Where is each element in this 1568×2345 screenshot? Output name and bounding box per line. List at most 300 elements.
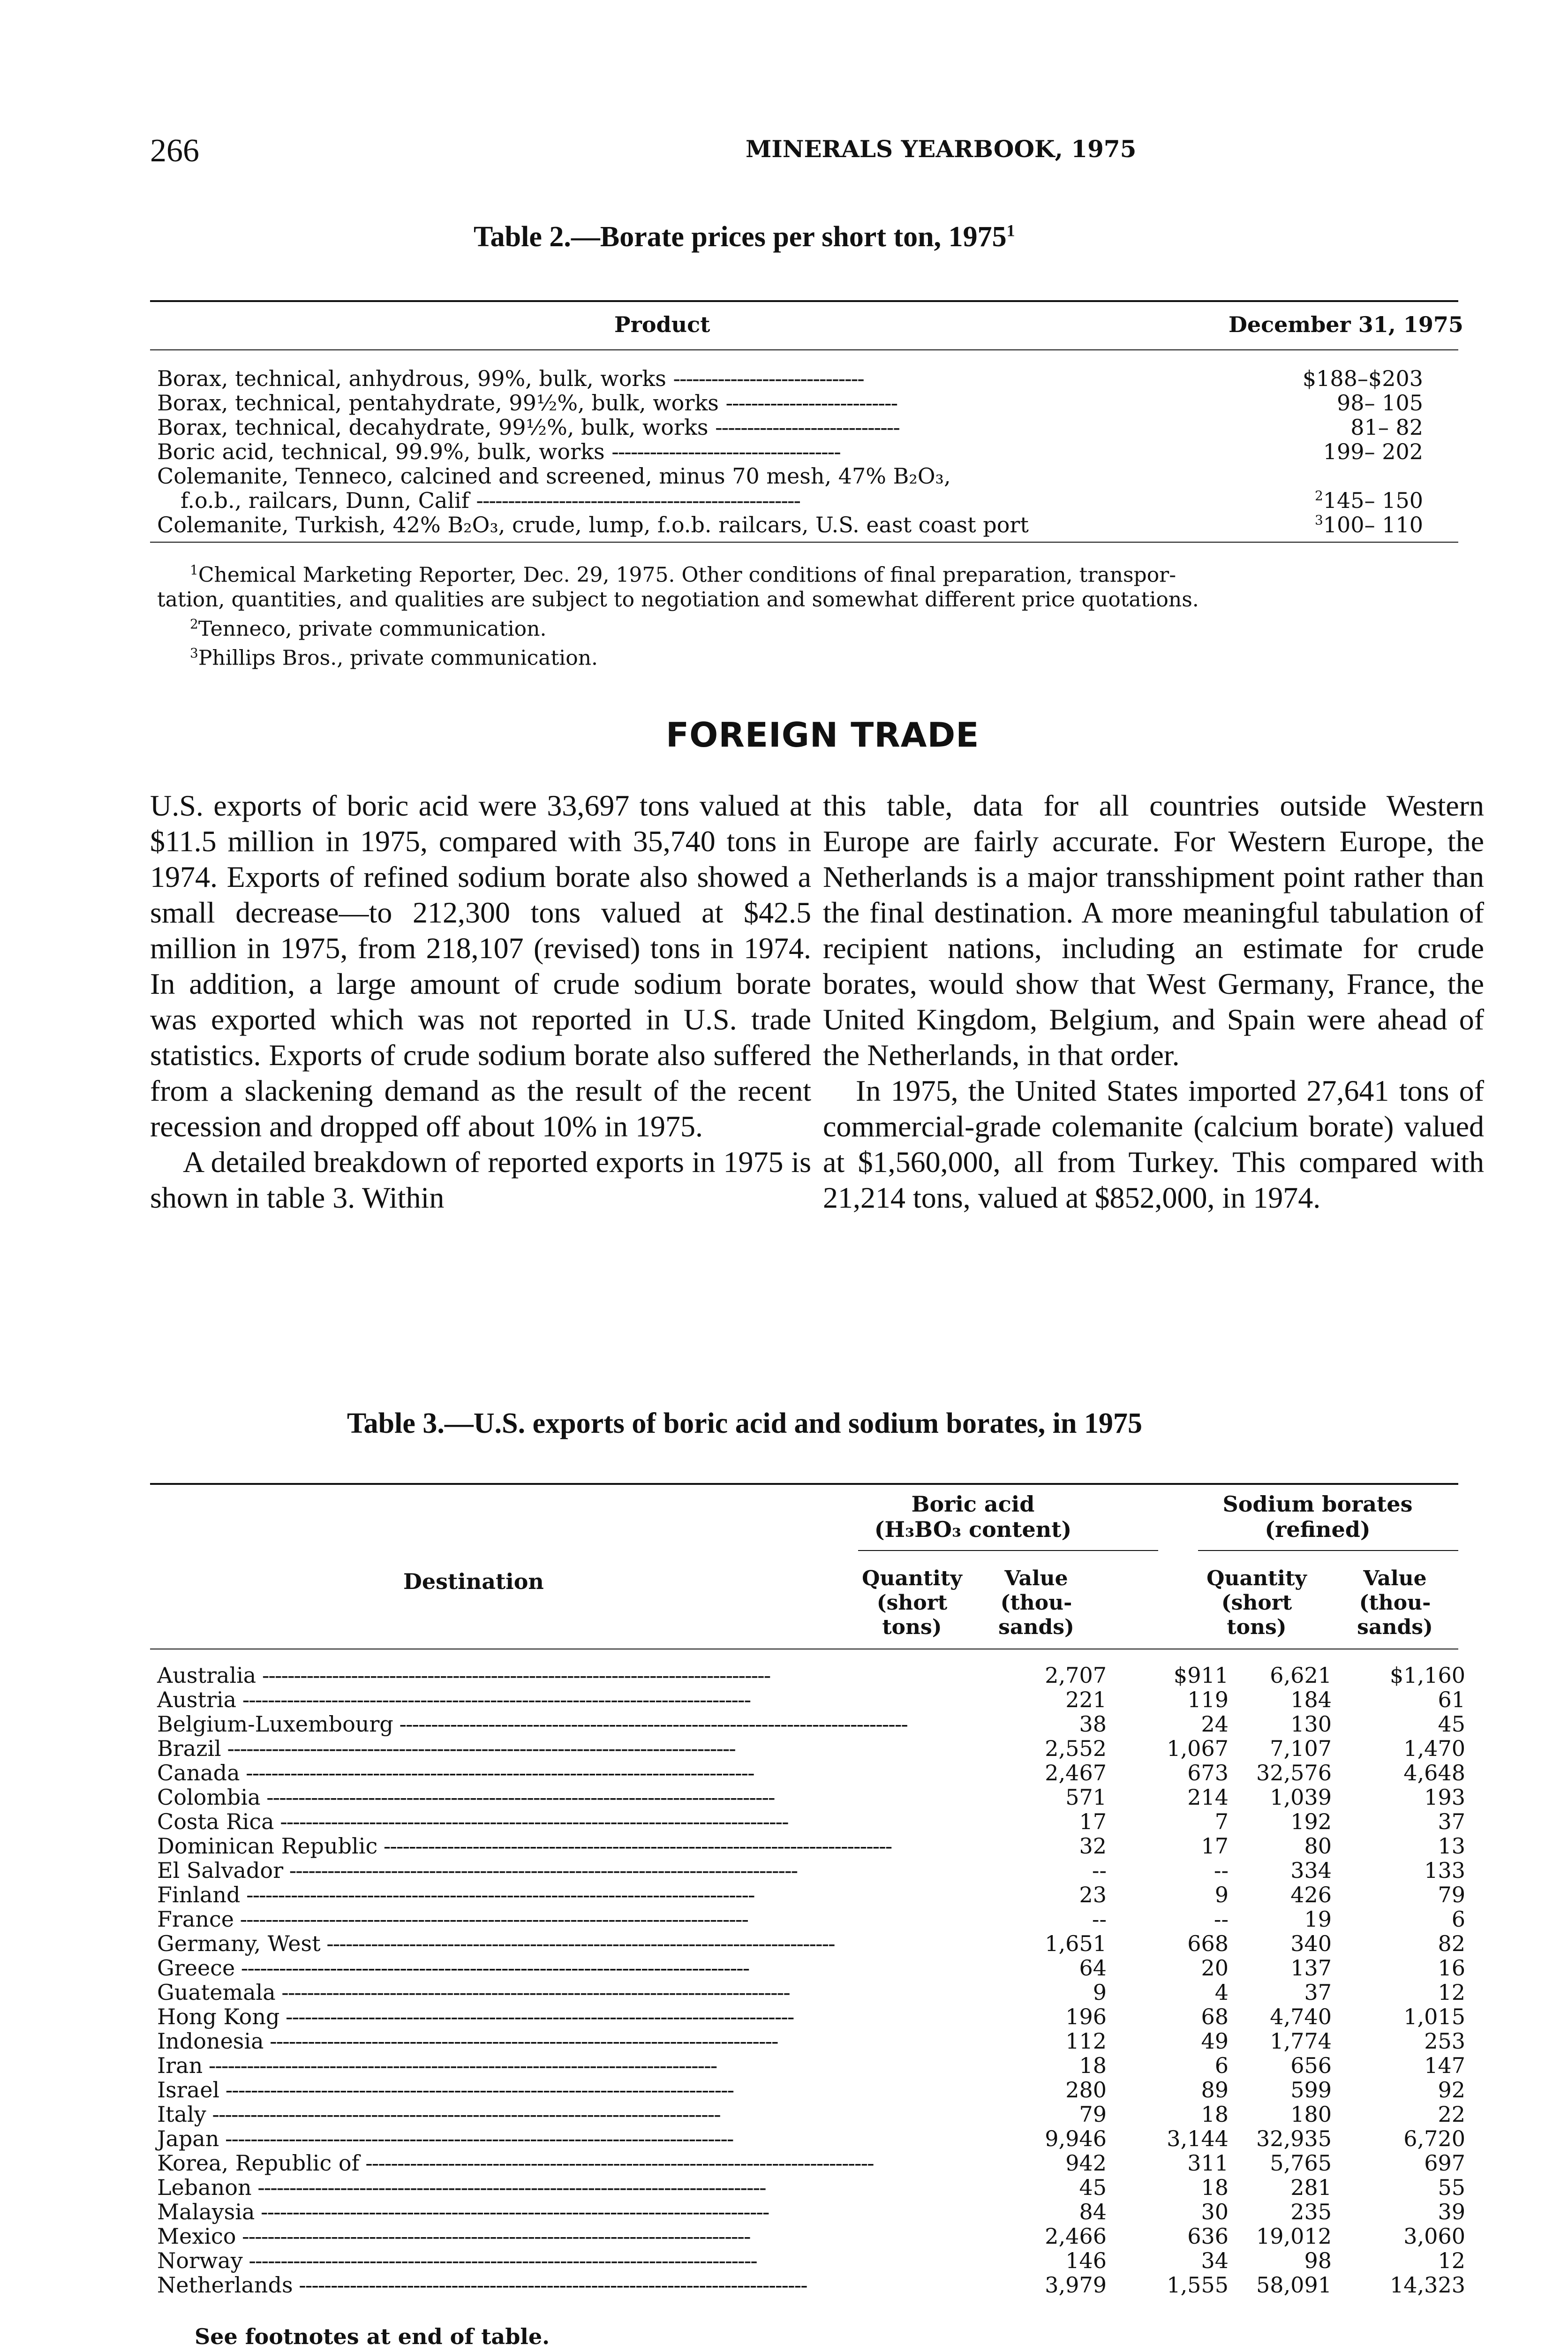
boric-value: 1,067 [1167,1736,1229,1761]
table-row [157,2224,1465,2248]
sodium-value: 37 [1438,1809,1465,1834]
destination-text: Iran [157,2053,203,2078]
leader-dots: -------------------------------------------------------------------------------- [242,2248,757,2273]
product-name [157,463,951,489]
leader-dots: -------------------------------------------------------------------------------- [256,1663,770,1688]
boric-quantity: 9,946 [1045,2126,1107,2151]
sodium-value: 6 [1451,1906,1465,1932]
boric-quantity: 146 [1065,2248,1107,2273]
boric-quantity: 280 [1065,2077,1107,2103]
table-row [157,2077,1465,2102]
table-row [157,1687,1465,1711]
leader-dots: -------------------------------------------------------------------------------- [219,2126,733,2151]
table2-top-rule [150,300,1458,302]
destination [157,1663,804,1688]
sodium-value: 133 [1424,1858,1465,1883]
subhead-line: tons) [1227,1615,1287,1639]
sodium-quantity: 599 [1290,2077,1332,2103]
table2-col-date: December 31, 1975 [1229,312,1463,337]
boric-quantity: 18 [1079,2053,1107,2078]
table3-group-sodium-borates [1205,1491,1430,1542]
price-text: 98– 105 [1337,390,1423,416]
table-row [157,1833,1465,1858]
product-text: f.o.b., railcars, Dunn, Calif [181,488,469,513]
product-name: Borax, technical, decahydrate, 99½%, bulk, works ----------------------------- [157,415,899,440]
boric-value: 214 [1187,1785,1229,1810]
destination [157,2028,804,2054]
boric-value: 89 [1201,2077,1229,2103]
table-row [157,1955,1465,1980]
boric-quantity: 196 [1065,2004,1107,2029]
sodium-value: 6,720 [1403,2126,1465,2151]
table3-footnote: See footnotes at end of table. [195,2324,550,2345]
price [1315,488,1423,513]
sodium-quantity: 5,765 [1270,2150,1332,2176]
boric-value: 18 [1201,2102,1229,2127]
page-header [150,132,1454,174]
boric-quantity: 942 [1065,2150,1107,2176]
leader-dots: -------------------------------------------------------------------------------- [279,2004,794,2029]
destination [157,2224,804,2249]
destination [157,1882,804,1907]
table-row [157,1858,1465,1882]
destination-text: Israel [157,2077,220,2103]
product-name: Boric acid, technical, 99.9%, bulk, works ------------------------------------ [157,439,840,464]
product-text: Borax, technical, anhydrous, 99%, bulk, works [157,366,666,391]
sodium-quantity: 340 [1290,1931,1332,1956]
boric-value: 34 [1201,2248,1229,2273]
boric-quantity: -- [1092,1858,1107,1883]
sodium-quantity: 334 [1290,1858,1332,1883]
destination-text: Hong Kong [157,2004,280,2029]
price [1315,512,1423,537]
destination-text: Guatemala [157,1980,276,2005]
destination [157,1736,804,1761]
boric-quantity: 23 [1079,1882,1107,1907]
destination-text: Costa Rica [157,1809,274,1834]
section-heading: FOREIGN TRADE [666,715,980,755]
page-number: 266 [150,133,199,169]
leader-dots: -------------------------------------------------------------------------------- [221,1736,735,1761]
boric-value: 636 [1187,2224,1229,2249]
leader-dots: -------------------------------------------------------------------------------- [240,1882,754,1907]
table2-bottom-rule [150,542,1458,543]
sodium-value: 697 [1424,2150,1465,2176]
destination [157,1785,804,1810]
sodium-value: 16 [1438,1955,1465,1981]
boric-value: -- [1214,1858,1229,1883]
boric-value: 17 [1201,1833,1229,1859]
table-row [157,512,1423,537]
leader-dots: -------------------------------------------------------------------------------- [264,2028,778,2054]
sodium-quantity: 80 [1304,1833,1332,1859]
boric-value: 20 [1201,1955,1229,1981]
destination [157,1809,804,1834]
table3-group-rule-sodium [1198,1550,1458,1551]
table2-body [157,366,1423,537]
subhead-line: Value [1363,1566,1427,1590]
table-row [157,1931,1465,1955]
destination-text: Brazil [157,1736,221,1761]
table2-col-product: Product [614,312,710,337]
destination-text: Japan [157,2126,219,2151]
boric-quantity: 112 [1065,2028,1107,2054]
destination-text: Netherlands [157,2272,293,2298]
table3-col-boric-value [980,1566,1093,1640]
footnote-mark: 2 [190,616,198,632]
destination [157,2272,807,2298]
leader-dots: -------------------------------------------------------------------------------- [283,1858,798,1883]
sodium-quantity: 1,039 [1270,1785,1332,1810]
sodium-quantity: 184 [1290,1687,1332,1712]
destination-text: Malaysia [157,2199,255,2224]
leader-dots: -------------------------------------------------------------------------------- [219,2077,734,2103]
boric-quantity: 221 [1065,1687,1107,1712]
subhead-line: sands) [998,1615,1074,1639]
sodium-value: 45 [1438,1711,1465,1737]
destination [157,2102,804,2127]
sodium-value: 55 [1438,2175,1465,2200]
table-row [157,2248,1465,2272]
destination-text: Mexico [157,2224,236,2249]
sodium-quantity: 32,935 [1256,2126,1332,2151]
sodium-quantity: 137 [1290,1955,1332,1981]
destination [157,2126,804,2151]
leader-dots: -------------------------------------------------------------------------------- [293,2272,807,2298]
destination [157,1858,804,1883]
boric-value: 24 [1201,1711,1229,1737]
paragraph: this table, data for all countries outside Western Europe are fairly accurate. For Western Europe, the Netherlands is a major transshipment point rather than the final destination. A more meaningful tabulation of recipient nations, including an estimate for crude borates, would show that West Germany, France, the United Kingdom, Belgium, and Spain were ahead of the Netherlands, in that order. [823,789,1484,1072]
sodium-value: 14,323 [1390,2272,1465,2298]
sodium-value: 82 [1438,1931,1465,1956]
price [1350,415,1423,440]
boric-quantity: 45 [1079,2175,1107,2200]
body-column-left [150,788,811,1216]
table-row [157,1711,1465,1736]
sodium-value: 193 [1424,1785,1465,1810]
destination-text: Italy [157,2102,206,2127]
table-row [157,1736,1465,1760]
destination-text: Colombia [157,1785,261,1810]
sodium-quantity: 426 [1290,1882,1332,1907]
table-row [157,1760,1465,1785]
boric-quantity: 2,466 [1045,2224,1107,2249]
subhead-line: tons) [882,1615,942,1639]
destination [157,2150,874,2176]
destination [157,1980,804,2005]
sodium-quantity: 6,621 [1270,1663,1332,1688]
leader-dots: -------------------------------------------------------------------------------- [251,2175,766,2200]
table-row [157,1663,1465,1687]
leader-dots: -------------------------------------------------------------------------------- [260,1785,775,1810]
footnote-text: Tenneco, private communication. [198,617,547,641]
boric-value: 49 [1201,2028,1229,2054]
table3-group-boric-acid [863,1491,1083,1542]
destination-text: Canada [157,1760,240,1785]
sodium-quantity: 32,576 [1256,1760,1332,1785]
product-name: Borax, technical, anhydrous, 99%, bulk, works ------------------------------ [157,366,864,391]
product-text: Borax, technical, decahydrate, 99½%, bulk, works [157,415,709,440]
product-text: Boric acid, technical, 99.9%, bulk, works [157,439,605,464]
table-row [157,1785,1465,1809]
boric-quantity: -- [1092,1906,1107,1932]
destination-text: Lebanon [157,2175,252,2200]
footnote [157,641,1461,671]
table3-body [157,1663,1465,2297]
table-row [157,390,1423,415]
table2-title-note: 1 [1006,221,1015,240]
sodium-quantity: 98 [1304,2248,1332,2273]
destination-text: Belgium-Luxembourg [157,1711,393,1737]
price [1303,366,1423,391]
boric-quantity: 38 [1079,1711,1107,1737]
footnote-text: Phillips Bros., private communication. [198,646,598,670]
destination-text: Finland [157,1882,241,1907]
sodium-quantity: 37 [1304,1980,1332,2005]
product-text: Colemanite, Turkish, 42% B₂O₃, crude, lump, f.o.b. railcars, U.S. east coast port [157,512,1029,537]
boric-quantity: 9 [1093,1980,1107,2005]
destination-text: Dominican Republic [157,1833,378,1859]
price [1323,439,1423,464]
sodium-quantity: 4,740 [1270,2004,1332,2029]
sodium-quantity: 656 [1290,2053,1332,2078]
product-text: Colemanite, Tenneco, calcined and screened, minus 70 mesh, 47% B₂O₃, [157,463,951,489]
running-head: MINERALS YEARBOOK, 1975 [746,135,1137,163]
price-text: 100– 110 [1323,512,1423,537]
boric-value: 7 [1214,1809,1229,1834]
boric-quantity: 79 [1079,2102,1107,2127]
sodium-value: 1,015 [1403,2004,1465,2029]
sodium-quantity: 235 [1290,2199,1332,2224]
table-row [157,2199,1465,2224]
destination [157,1931,835,1956]
price [1337,390,1423,416]
body-column-right [823,788,1484,1216]
boric-value: 311 [1187,2150,1229,2176]
sodium-quantity: 281 [1290,2175,1332,2200]
destination-text: Germany, West [157,1931,321,1956]
subhead-line: Quantity [862,1566,962,1590]
sodium-value: 253 [1424,2028,1465,2054]
product-text: Borax, technical, pentahydrate, 99½%, bulk, works [157,390,719,416]
subhead-line: (thou- [1359,1591,1431,1615]
footnote-mark: 1 [190,562,198,578]
boric-value: 119 [1187,1687,1229,1712]
destination-text: Greece [157,1955,235,1981]
product-name: f.o.b., railcars, Dunn, Calif --------------------------------------------------- [181,488,800,513]
destination [157,2248,804,2273]
leader-dots: -------------------------------------------------------------------------------- [275,1980,790,2005]
footnote-mark: 3 [190,645,198,661]
table3-col-sodium-quantity [1196,1566,1318,1640]
boric-quantity: 84 [1079,2199,1107,2224]
subhead-line: Value [1004,1566,1068,1590]
destination [157,2175,804,2200]
price-text: 199– 202 [1323,439,1423,464]
destination-text: Indonesia [157,2028,264,2054]
sodium-value: 61 [1438,1687,1465,1712]
boric-value: 4 [1214,1980,1229,2005]
sodium-quantity: 180 [1290,2102,1332,2127]
boric-value: 6 [1214,2053,1229,2078]
sodium-value: 39 [1438,2199,1465,2224]
sodium-value: 92 [1438,2077,1465,2103]
leader-dots: -------------------------------------------------------------------------------- [393,1711,907,1737]
leader-dots: -------------------------------------------------------------------------------- [236,2224,750,2249]
price-note: 2 [1314,488,1323,504]
subhead-line: sands) [1357,1615,1433,1639]
destination [157,2053,804,2078]
destination [157,1906,804,1932]
sodium-value: 1,470 [1403,1736,1465,1761]
table-row [157,2150,1465,2175]
table3-col-sodium-value [1339,1566,1451,1640]
product-name: Borax, technical, pentahydrate, 99½%, bulk, works --------------------------- [157,390,897,416]
sodium-value: 12 [1438,1980,1465,2005]
subhead-line: (short [876,1591,948,1615]
leader-dots: -------------------------------------------------------------------------------- [236,1687,751,1712]
destination-text: Norway [157,2248,243,2273]
table-row [157,2175,1465,2199]
boric-value: -- [1214,1906,1229,1932]
table-row [157,1906,1465,1931]
table3-col-boric-quantity [853,1566,971,1640]
destination-text: Australia [157,1663,256,1688]
table2-title [474,220,1015,254]
sodium-value: 13 [1438,1833,1465,1859]
boric-value: 30 [1201,2199,1229,2224]
sodium-quantity: 19 [1304,1906,1332,1932]
boric-quantity: 2,467 [1045,1760,1107,1785]
group-label: Sodium borates [1222,1491,1413,1517]
sodium-quantity: 130 [1290,1711,1332,1737]
paragraph: U.S. exports of boric acid were 33,697 tons valued at $11.5 million in 1975, compared with 35,740 tons in 1974. Exports of refined sodium borate also showed a small decrease—to 212,300 tons valued at $42.5 million in 1975, from 218,107 (revised) tons in 1974. In addition, a large amount of crude sodium borate was exported which was not reported in U.S. trade statistics. Exports of crude sodium borate also suffered from a slackening demand as the result of the recent recession and dropped off about 10% in 1975. [150,789,811,1143]
paragraph: A detailed breakdown of reported exports in 1975 is shown in table 3. Within [150,1145,811,1214]
sodium-value: 79 [1438,1882,1465,1907]
subhead-line: Quantity [1206,1566,1307,1590]
group-sublabel: (refined) [1265,1517,1371,1542]
boric-quantity: 2,707 [1045,1663,1107,1688]
leader-dots: -------------------------------------------------------------------------------- [255,2199,769,2224]
destination [157,1687,804,1712]
table-row [157,439,1423,463]
table-row [157,1980,1465,2004]
sodium-quantity: 19,012 [1256,2224,1332,2249]
sodium-quantity: 7,107 [1270,1736,1332,1761]
table3-title: Table 3.—U.S. exports of boric acid and sodium borates, in 1975 [347,1407,1142,1439]
boric-quantity: 64 [1079,1955,1107,1981]
table-row [157,2272,1465,2297]
footnote [157,612,1461,642]
table-row [157,2028,1465,2053]
leader-dots: -------------------------------------------------------------------------------- [235,1955,749,1981]
paragraph: In 1975, the United States imported 27,641 tons of commercial-grade colemanite (calcium borate) valued at $1,560,000, all from Turkey. This compared with 21,214 tons, valued at $852,000, in 1974. [823,1074,1484,1214]
destination [157,2077,804,2103]
destination-text: El Salvador [157,1858,284,1883]
leader-dots: -------------------------------------------------------------------------------- [240,1760,754,1785]
boric-value: 673 [1187,1760,1229,1785]
table-row [157,366,1423,390]
leader-dots: -------------------------------------------------------------------------------- [206,2102,720,2127]
table-row [157,2004,1465,2028]
boric-quantity: 1,651 [1045,1931,1107,1956]
footnote-text: tation, quantities, and qualities are subject to negotiation and somewhat different price quotations. [157,587,1199,612]
table-row [157,463,1423,488]
table3-col-destination: Destination [403,1569,544,1594]
destination [157,1760,804,1785]
destination-text: Korea, Republic of [157,2150,360,2176]
table-row [157,1809,1465,1833]
destination [157,2004,804,2029]
sodium-value: 147 [1424,2053,1465,2078]
sodium-value: 3,060 [1403,2224,1465,2249]
boric-value: 9 [1214,1882,1229,1907]
table3-group-rule-boric [858,1550,1158,1551]
table-row [157,1882,1465,1906]
boric-quantity: 17 [1079,1809,1107,1834]
price-text: $188–$203 [1302,366,1423,391]
destination [157,1711,907,1737]
footnote [157,558,1461,588]
sodium-quantity: 1,774 [1270,2028,1332,2054]
subhead-line: (thou- [1000,1591,1072,1615]
leader-dots: -------------------------------------------------------------------------------- [234,1906,748,1932]
table3-top-rule [150,1483,1458,1485]
destination [157,1833,892,1859]
boric-quantity: 32 [1079,1833,1107,1859]
sodium-value: 4,648 [1403,1760,1465,1785]
leader-dots: -------------------------------------------------------------------------------- [203,2053,717,2078]
table-row [157,415,1423,439]
table-row [157,2102,1465,2126]
sodium-value: $1,160 [1390,1663,1465,1688]
table2-footnotes [157,558,1461,671]
boric-value: 3,144 [1167,2126,1229,2151]
footnote [157,588,1461,612]
destination-text: France [157,1906,234,1932]
footnote-text: Chemical Marketing Reporter, Dec. 29, 1975. Other conditions of final preparation, transpor- [198,563,1176,587]
table-row [157,488,1423,512]
table-row [157,2053,1465,2077]
leader-dots: -------------------------------------------------------------------------------- [377,1833,892,1859]
boric-value: 668 [1187,1931,1229,1956]
table2-title-text: Table 2.—Borate prices per short ton, 1975 [474,221,1007,253]
product-name [157,512,1029,537]
table-row [157,2126,1465,2150]
boric-value: 68 [1201,2004,1229,2029]
boric-quantity: 2,552 [1045,1736,1107,1761]
price-text: 145– 150 [1323,488,1423,513]
leader-dots: -------------------------------------------------------------------------------- [274,1809,788,1834]
destination-text: Austria [157,1687,237,1712]
group-sublabel: (H₃BO₃ content) [874,1517,1072,1542]
boric-value: 1,555 [1167,2272,1229,2298]
boric-value: 18 [1201,2175,1229,2200]
boric-quantity: 571 [1065,1785,1107,1810]
price-note: 3 [1314,512,1323,528]
table2-head-rule [150,349,1458,350]
boric-quantity: 3,979 [1045,2272,1107,2298]
leader-dots: -------------------------------------------------------------------------------- [320,1931,835,1956]
price-text: 81– 82 [1350,415,1423,440]
destination [157,1955,804,1981]
sodium-quantity: 192 [1290,1809,1332,1834]
boric-value: $911 [1173,1663,1229,1688]
sodium-quantity: 58,091 [1256,2272,1332,2298]
group-label: Boric acid [911,1491,1035,1517]
leader-dots: -------------------------------------------------------------------------------- [359,2150,874,2176]
subhead-line: (short [1221,1591,1292,1615]
